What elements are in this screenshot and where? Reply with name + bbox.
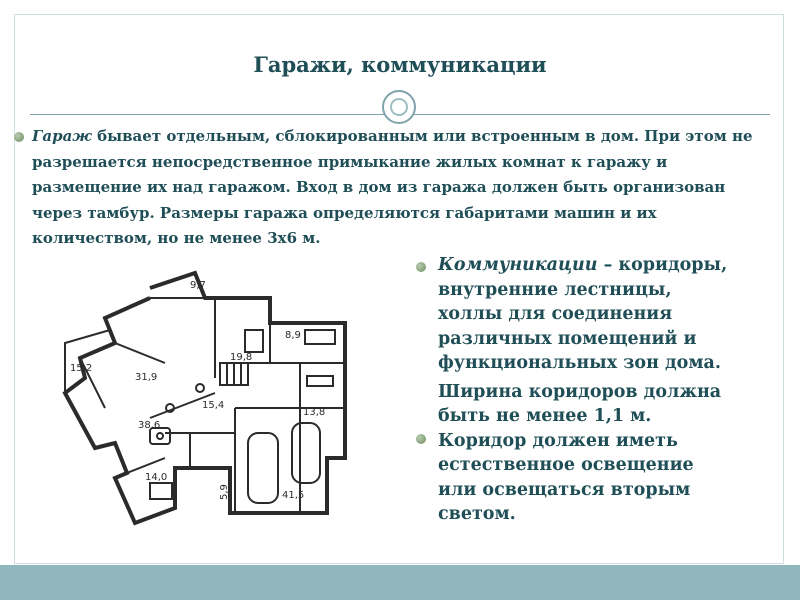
bullet-icon bbox=[14, 132, 24, 142]
bottom-band bbox=[0, 565, 800, 600]
room-label: 19,8 bbox=[230, 352, 253, 363]
room-label: 5,9 bbox=[219, 484, 230, 500]
room-label: 15,2 bbox=[70, 363, 93, 374]
bullet-list bbox=[438, 253, 738, 531]
room-label: 13,8 bbox=[303, 407, 326, 418]
room-label: 9,7 bbox=[190, 280, 206, 291]
bullet-item-corridor-width bbox=[438, 380, 738, 527]
garage-paragraph bbox=[32, 124, 772, 252]
bullet-item-communications bbox=[438, 253, 738, 376]
communications-text: – коридоры, внутренние лестницы, холлы для соединения различных помещений и функциональных зон дома. bbox=[438, 255, 728, 373]
circle-ornament-icon bbox=[382, 90, 416, 124]
slide-title: Гаражи, коммуникации bbox=[253, 52, 547, 77]
room-label: 14,0 bbox=[145, 472, 168, 483]
garage-term: Гараж bbox=[32, 127, 92, 145]
corridor-width-text: Ширина коридоров должна быть не менее 1,1 м. Коридор должен иметь естественное освещение или освещаться вторым светом. bbox=[438, 381, 722, 524]
room-label: 15,4 bbox=[202, 400, 225, 411]
garage-text: бывает отдельным, сблокированным или встроенным в дом. При этом не разрешается непосредственное примыкание жилых комнат к гаражу и размещение их над гаражом. Вход в дом из гаража должен быть организован через тамбур. Размеры гаража определяются габаритами машин и их количеством, но не менее 3х6 м. bbox=[32, 127, 753, 247]
room-label: 41,5 bbox=[282, 490, 305, 501]
floor-plan-image bbox=[55, 268, 355, 543]
room-label: 8,9 bbox=[285, 330, 301, 341]
bullet-icon bbox=[416, 434, 426, 444]
bullet-icon bbox=[416, 262, 426, 272]
room-label: 38,6 bbox=[138, 420, 161, 431]
communications-term: Коммуникации bbox=[438, 255, 598, 275]
room-label: 31,9 bbox=[135, 372, 158, 383]
